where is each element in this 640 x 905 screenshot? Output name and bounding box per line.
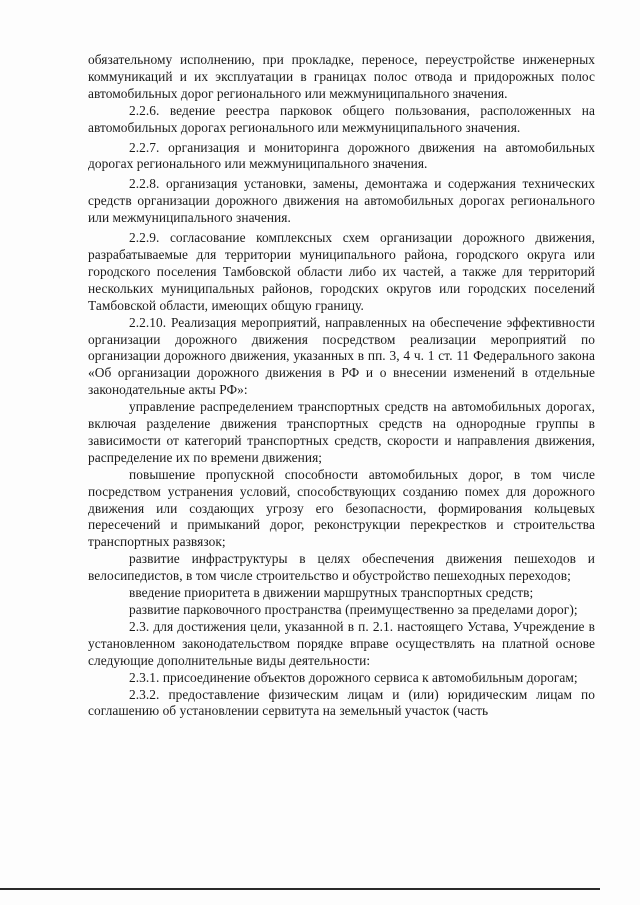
paragraph-2-2-6: 2.2.6. ведение реестра парковок общего пользования, расположенных на автомобильных дорогах регионального или межмуниципального значения. xyxy=(88,102,595,135)
paragraph-2-3-2: 2.3.2. предоставление физическим лицам и (или) юридическим лицам по соглашению об установлении сервитута на земельный участок (часть xyxy=(88,686,595,719)
list-item-road-capacity: повышение пропускной способности автомобильных дорог, в том числе посредством устранения условий, способствующих созданию помех для дорожного движения или создающих угрозу его безопасности, формирования кольцевых пересечений и примыканий дорог, реконструкции перекрестков и строительства транспортных развязок; xyxy=(88,466,595,550)
paragraph-2-2-8: 2.2.8. организация установки, замены, демонтажа и содержания технических средств организации дорожного движения на автомобильных дорогах регионального или межмуниципального значения. xyxy=(88,176,595,226)
list-item-pedestrian-infrastructure: развитие инфраструктуры в целях обеспечения движения пешеходов и велосипедистов, в том числе строительство и обустройство пешеходных переходов; xyxy=(88,551,595,584)
paragraph-2-3: 2.3. для достижения цели, указанной в п. 2.1. настоящего Устава, Учреждение в установленном законодательством порядке вправе осуществлять на платной основе следующие дополнительные виды деятельности: xyxy=(88,618,595,668)
document-body xyxy=(88,52,595,720)
bottom-divider xyxy=(0,888,600,890)
list-item-traffic-distribution: управление распределением транспортных средств на автомобильных дорогах, включая разделение движения транспортных средств на однородные группы в зависимости от категорий транспортных средств, скорости и направления движения, распределение их по времени движения; xyxy=(88,399,595,465)
list-item-route-priority: введение приоритета в движении маршрутных транспортных средств; xyxy=(129,585,534,601)
paragraph-2-2-7: 2.2.7. организация и мониторинга дорожного движения на автомобильных дорогах регионального или межмуниципального значения. xyxy=(88,139,595,172)
list-item-parking-space: развитие парковочного пространства (преимущественно за пределами дорог); xyxy=(129,602,578,617)
paragraph-2-3-1: 2.3.1. присоединение объектов дорожного сервиса к автомобильным дорогам; xyxy=(129,669,578,685)
paragraph-2-2-9: 2.2.9. согласование комплексных схем организации дорожного движения, разрабатываемые для территории муниципального района, городского округа или городского поселения Тамбовской области либо их частей, а также для территорий нескольких муниципальных районов, городских округов или городских поселений Тамбовской области, имеющих общую границу. xyxy=(88,230,595,313)
paragraph-continuation: обязательному исполнению, при прокладке, переносе, переустройстве инженерных коммуникаций и их эксплуатации в границах полос отвода и придорожных полос автомобильных дорог регионального или межмуниципального значения. xyxy=(88,52,595,101)
paragraph-2-2-10: 2.2.10. Реализация мероприятий, направленных на обеспечение эффективности организации дорожного движения посредством реализации мероприятий по организации дорожного движения, указанных в пп. 3, 4 ч. 1 ст. 11 Федерального закона «Об организации дорожного движения в РФ и о внесении изменений в отдельные законодательные акты РФ»: xyxy=(88,314,595,398)
